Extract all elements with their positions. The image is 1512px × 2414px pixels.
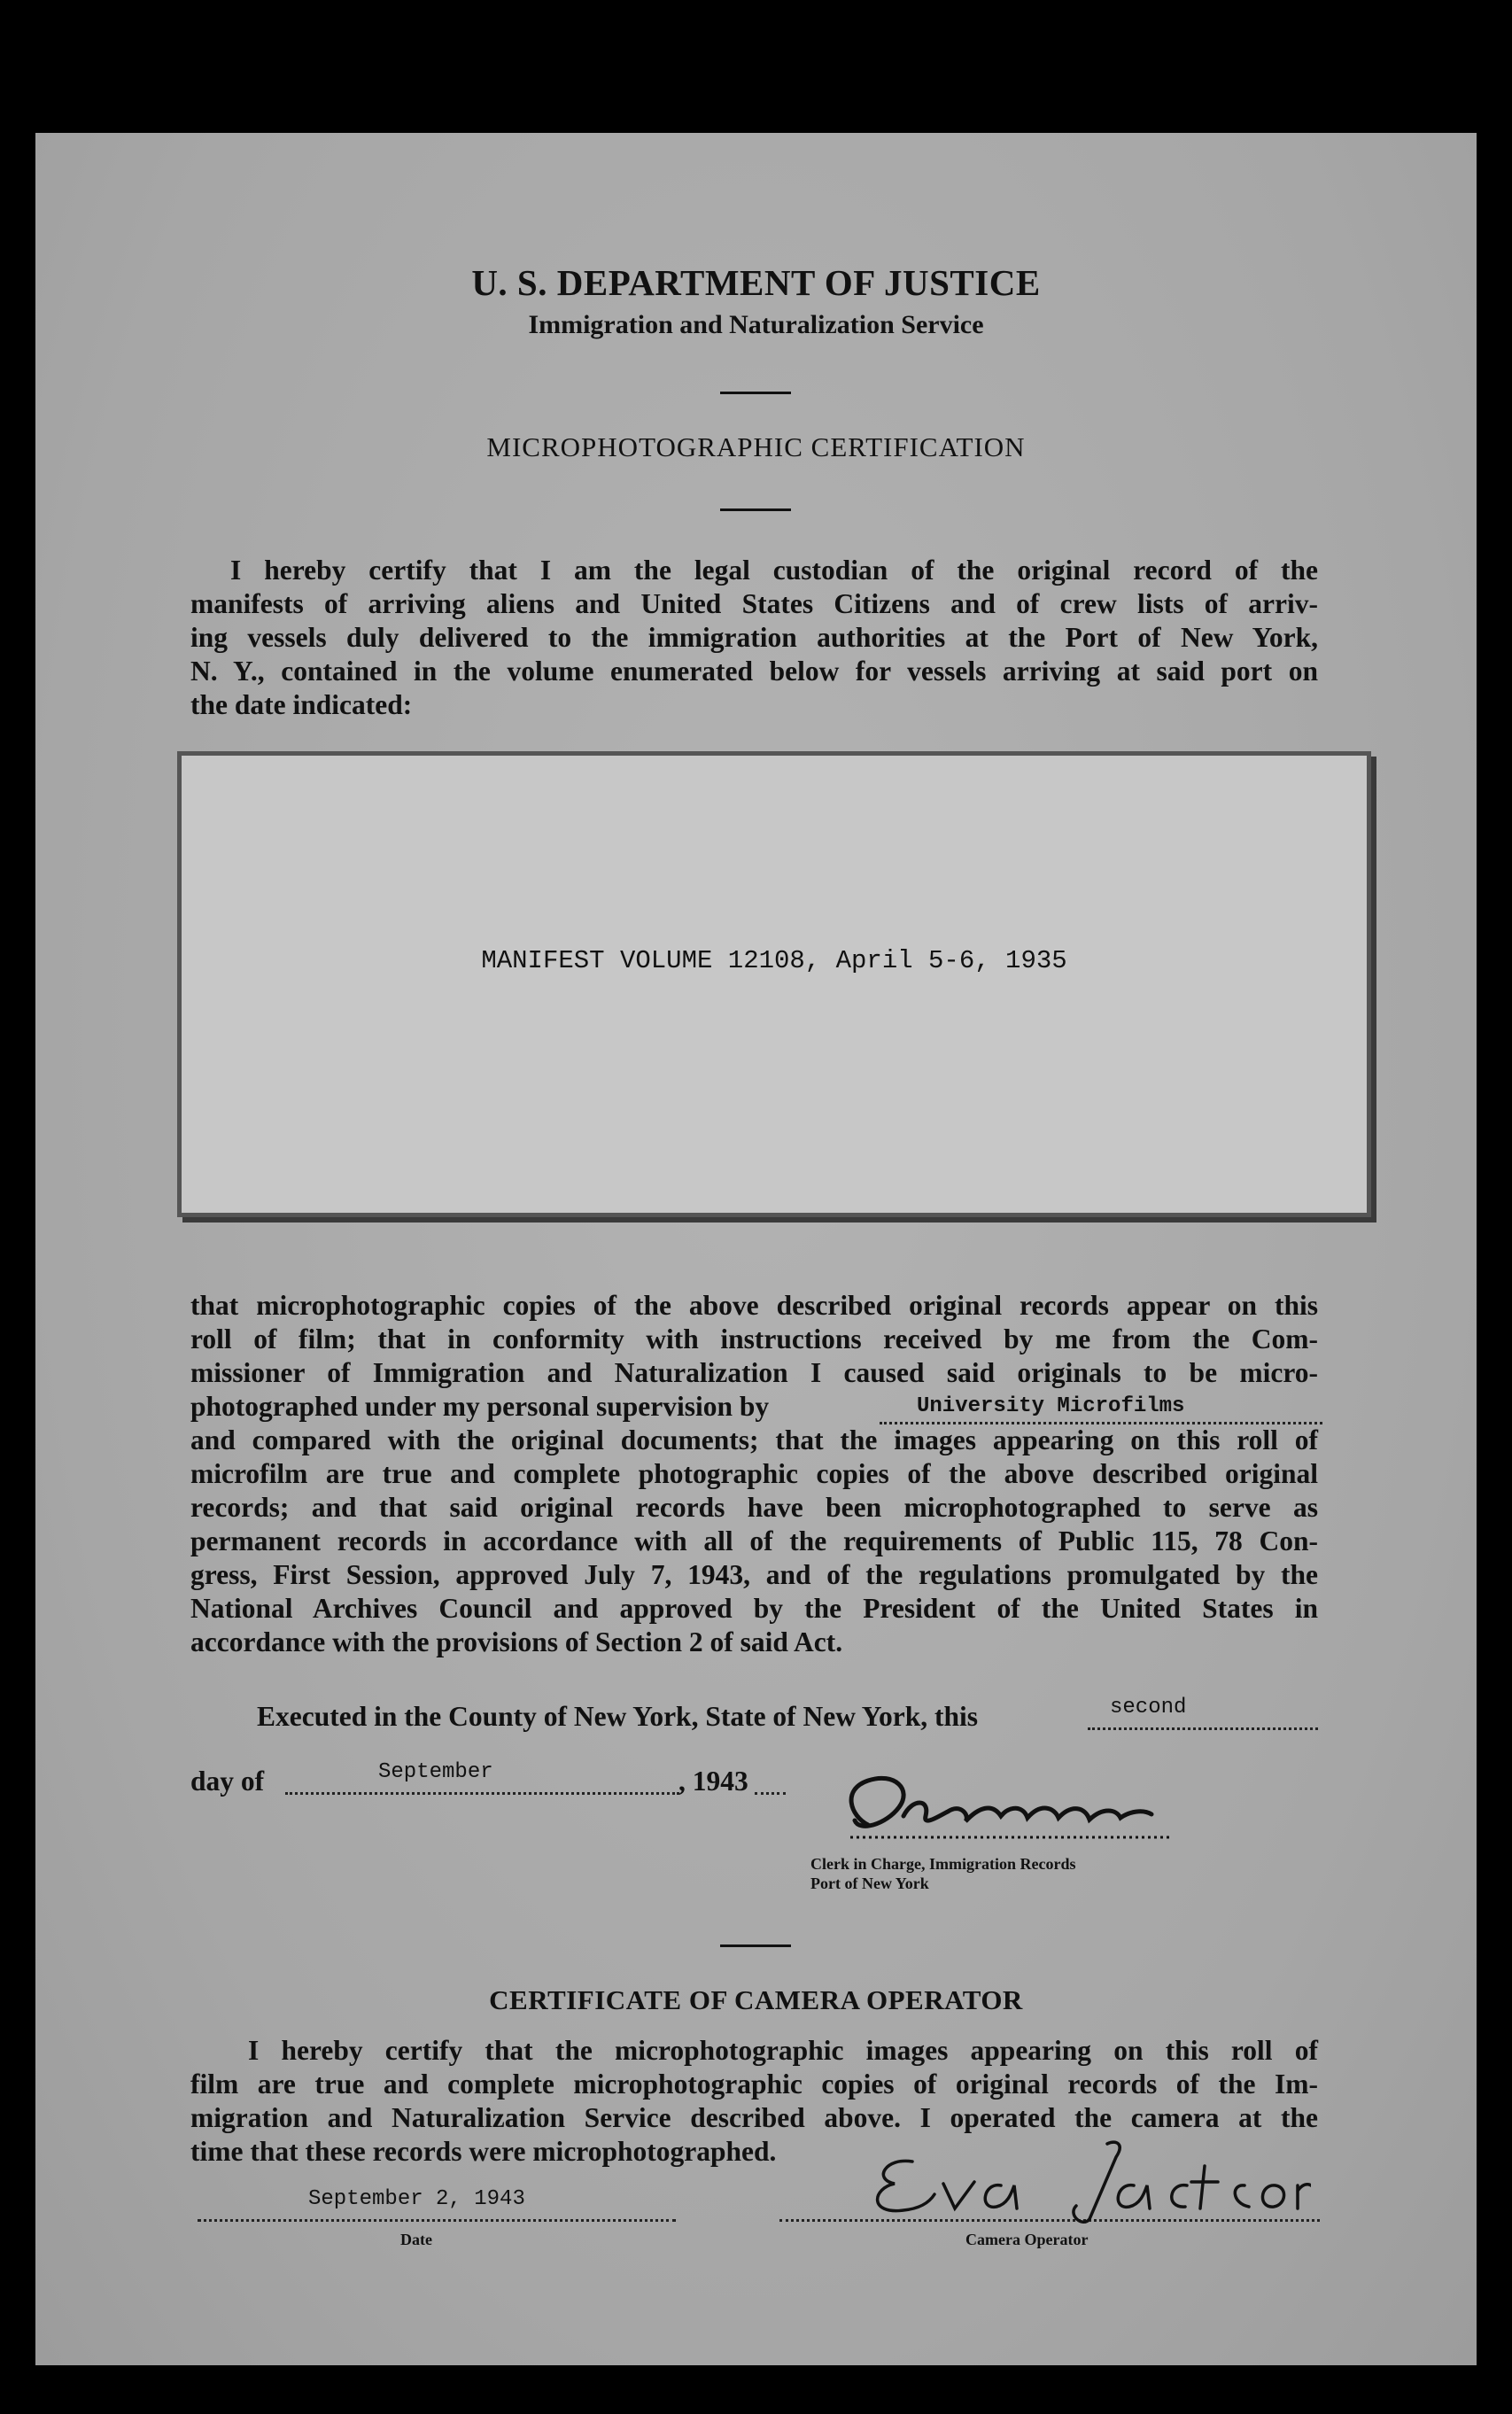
camera-date-value: September 2, 1943 [308,2187,525,2211]
photographed-by-prefix: photographed under my personal supervision by [190,1391,770,1422]
execution-day-field [1088,1696,1318,1730]
intro-paragraph [190,554,1318,722]
body-line: that microphotographic copies of the above described original records appear on this [190,1290,1318,1321]
body-line: missioner of Immigration and Naturalization I caused said originals to be micro- [190,1357,1318,1388]
intro-line: ing vessels duly delivered to the immigration authorities at the Port of New York, [190,622,1318,653]
body-line: gress, First Session, approved July 7, 1943, and of the regulations promulgated by the [190,1559,1318,1590]
day-of-label: day of [190,1766,265,1797]
body-paragraph [190,1289,1318,1659]
volume-card [177,751,1371,1217]
photographed-by-value: University Microfilms [917,1394,1185,1418]
camera-date-label: Date [400,2231,432,2248]
clerk-port: Port of New York [810,1875,929,1892]
certification-heading: MICROPHOTOGRAPHIC CERTIFICATION [486,431,1026,462]
body-line: accordance with the provisions of Section 2 of said Act. [190,1626,843,1657]
photographed-by-field [880,1395,1322,1424]
camera-operator-label: Camera Operator [965,2231,1089,2248]
intro-line: I hereby certify that I am the legal custodian of the original record of the [230,555,1318,586]
intro-line: N. Y., contained in the volume enumerated below for vessels arriving at said port on [190,656,1318,687]
clerk-title: Clerk in Charge, Immigration Records [810,1855,1076,1873]
clerk-signature [815,1763,1187,1851]
body-line: National Archives Council and approved by the President of the United States in [190,1593,1318,1624]
photographed-by-line [190,1390,1318,1424]
camera-line: migration and Naturalization Service described above. I operated the camera at the [190,2102,1318,2133]
execution-month-field [285,1760,679,1795]
camera-line: I hereby certify that the microphotographic images appearing on this roll of [248,2035,1318,2066]
camera-line: film are true and complete microphotographic copies of original records of the Im- [190,2069,1318,2100]
body-line: roll of film; that in conformity with instructions received by me from the Com- [190,1323,1318,1354]
body-line: and compared with the original documents; that the images appearing on this roll of [190,1424,1318,1455]
body-line: permanent records in accordance with all of the requirements of Public 115, 78 Con- [190,1525,1318,1556]
execution-month-value: September [378,1760,493,1784]
divider [720,508,791,511]
execution-year: , 1943 [678,1766,748,1797]
divider [720,392,791,394]
department-title: U. S. DEPARTMENT OF JUSTICE [471,262,1041,303]
intro-line: the date indicated: [190,689,413,720]
intro-line: manifests of arriving aliens and United States Citizens and of crew lists of arriv- [190,588,1318,619]
divider [720,1944,791,1947]
execution-prefix: Executed in the County of New York, State of New York, this [257,1701,979,1732]
operator-signature [850,2131,1311,2228]
service-subtitle: Immigration and Naturalization Service [528,310,984,339]
camera-certificate-title: CERTIFICATE OF CAMERA OPERATOR [489,1984,1023,2015]
volume-text: MANIFEST VOLUME 12108, April 5-6, 1935 [481,946,1067,975]
body-line: records; and that said original records have been microphotographed to serve as [190,1492,1318,1523]
camera-line: time that these records were microphotographed. [190,2136,777,2167]
execution-day-value: second [1110,1696,1187,1719]
certificate-page [35,133,1477,2365]
year-dots [755,1766,786,1795]
camera-date-field [198,2187,676,2222]
body-line: microfilm are true and complete photographic copies of the above described original [190,1458,1318,1489]
